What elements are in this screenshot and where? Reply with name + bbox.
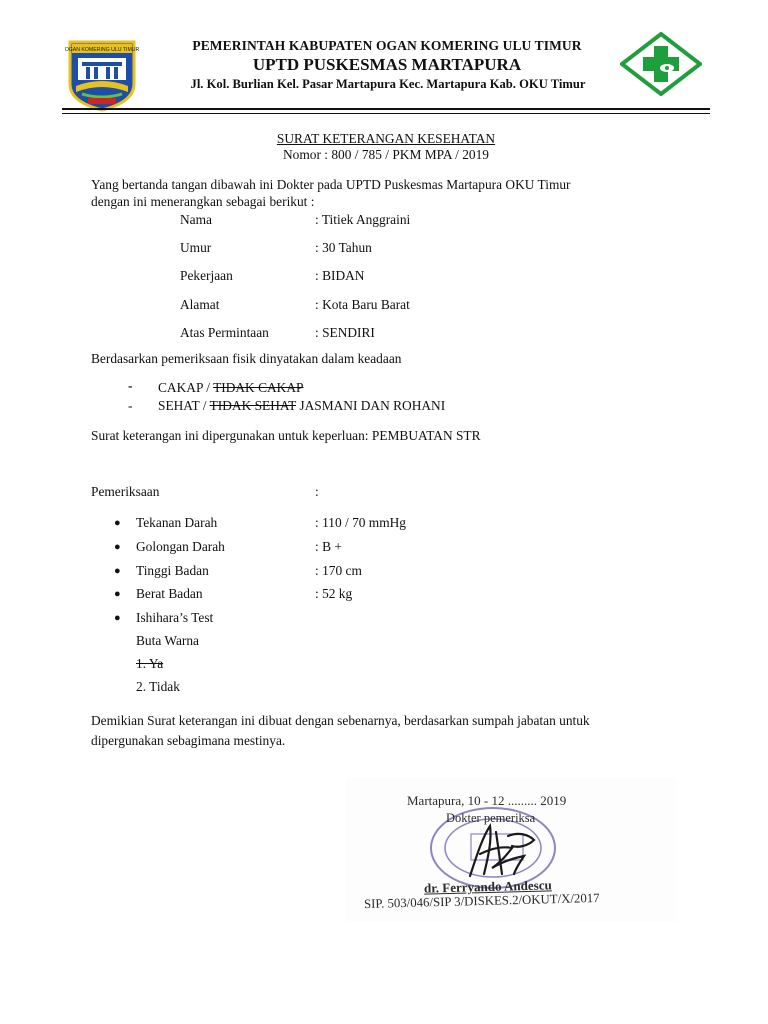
doctor-license-number: SIP. 503/046/SIP 3/DISKES.2/OKUT/X/2017 xyxy=(363,890,600,912)
doctor-name: dr. Ferryando Andescu xyxy=(423,877,552,896)
field-label-age: Umur xyxy=(180,240,212,255)
header-divider-thin xyxy=(62,113,710,114)
bullet-icon: ● xyxy=(114,612,121,624)
intro-line-1: Yang bertanda tangan dibawah ini Dokter pada UPTD Puskesmas Martapura OKU Timur xyxy=(91,177,571,192)
exam-value-blood-type: : B + xyxy=(315,539,342,554)
exam-colon: : xyxy=(315,484,319,499)
intro-line-2: dengan ini menerangkan sebagai berikut : xyxy=(91,194,315,209)
color-blind-option-yes: 1. Ya xyxy=(136,656,164,671)
handwritten-signature xyxy=(462,818,542,882)
field-label-requested-by: Atas Permintaan xyxy=(180,325,269,340)
bullet-icon: ● xyxy=(114,541,121,553)
signature-role: Dokter pemeriksa xyxy=(446,811,536,825)
exam-value-weight: : 52 kg xyxy=(315,586,353,601)
struck-option: TIDAK SEHAT xyxy=(209,398,297,413)
closing-line-2: dipergunakan sebagimana mestinya. xyxy=(91,733,286,748)
bullet-icon: ● xyxy=(114,517,121,529)
field-value-requested-by: : SENDIRI xyxy=(315,325,375,340)
exam-label-height: Tinggi Badan xyxy=(136,563,209,578)
puskesmas-logo xyxy=(620,32,702,96)
field-label-name: Nama xyxy=(180,212,212,227)
color-blind-label: Buta Warna xyxy=(136,633,200,648)
exam-label-blood-type: Golongan Darah xyxy=(136,539,225,554)
field-value-address: : Kota Baru Barat xyxy=(315,297,410,312)
field-value-age: : 30 Tahun xyxy=(315,240,372,255)
institution-address: Jl. Kol. Burlian Kel. Pasar Martapura Kec. Martapura Kab. OKU Timur xyxy=(190,77,586,91)
document-title: SURAT KETERANGAN KESEHATAN xyxy=(276,131,496,146)
exam-label-blood-pressure: Tekanan Darah xyxy=(136,515,218,530)
government-name: PEMERINTAH KABUPATEN OGAN KOMERING ULU TIMUR xyxy=(192,38,582,53)
institution-name: UPTD PUSKESMAS MARTAPURA xyxy=(252,55,522,74)
dash-marker: - xyxy=(128,378,133,393)
field-value-name: : Titiek Anggraini xyxy=(315,212,411,227)
condition-capability: CAKAP / TIDAK CAKAP xyxy=(158,380,304,395)
field-value-occupation: : BIDAN xyxy=(315,268,365,283)
field-label-address: Alamat xyxy=(180,297,220,312)
exam-label: Pemeriksaan xyxy=(91,484,160,499)
bullet-icon: ● xyxy=(114,565,121,577)
bullet-icon: ● xyxy=(114,588,121,600)
exam-label-weight: Berat Badan xyxy=(136,586,203,601)
condition-intro: Berdasarkan pemeriksaan fisik dinyatakan dalam keadaan xyxy=(91,351,402,366)
field-label-occupation: Pekerjaan xyxy=(180,268,233,283)
purpose-statement: Surat keterangan ini dipergunakan untuk keperluan: PEMBUATAN STR xyxy=(91,428,481,443)
exam-value-height: : 170 cm xyxy=(315,563,362,578)
struck-option: TIDAK CAKAP xyxy=(213,380,304,395)
svg-text:OGAN KOMERING ULU TIMUR: OGAN KOMERING ULU TIMUR xyxy=(64,47,140,53)
color-blind-option-no: 2. Tidak xyxy=(136,679,180,694)
signature-place-date: Martapura, 10 - 12 ......... 2019 xyxy=(407,793,567,808)
exam-label-ishihara: Ishihara’s Test xyxy=(136,610,214,625)
condition-health: SEHAT / TIDAK SEHAT JASMANI DAN ROHANI xyxy=(158,398,446,413)
dash-marker: - xyxy=(128,398,133,413)
closing-line-1: Demikian Surat keterangan ini dibuat dengan sebenarnya, berdasarkan sumpah jabatan untuk xyxy=(91,713,590,728)
document-number: Nomor : 800 / 785 / PKM MPA / 2019 xyxy=(283,147,489,162)
header-divider-thick xyxy=(62,108,710,110)
exam-value-blood-pressure: : 110 / 70 mmHg xyxy=(315,515,407,530)
